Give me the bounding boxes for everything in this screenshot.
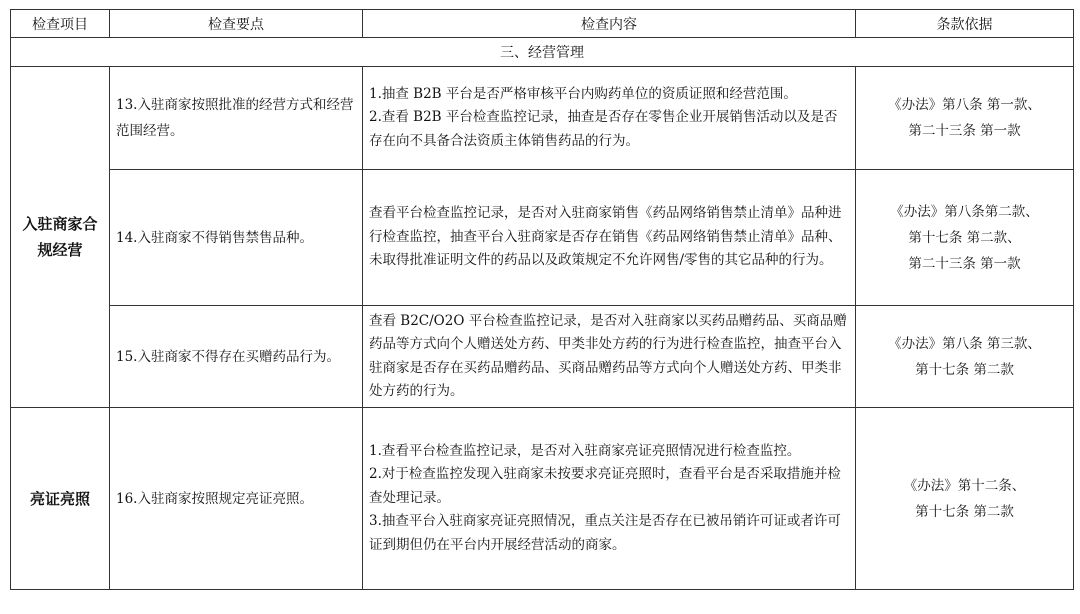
content-paragraph: 1.查看平台检查监控记录，是否对入驻商家亮证亮照情况进行检查监控。	[369, 442, 801, 459]
table-row	[11, 408, 1074, 590]
content-paragraph: 1.抽查 B2B 平台是否严格审核平台内购药单位的资质证照和经营范围。	[369, 85, 797, 102]
basis-line: 第十七条 第二款	[915, 503, 1014, 520]
basis-line: 第十七条 第二款、	[908, 229, 1021, 246]
header-inspection-content: 检查内容	[363, 10, 856, 38]
table-row	[11, 306, 1074, 408]
inspection-content-cell	[363, 408, 856, 590]
basis-line: 《办法》第十二条、	[903, 477, 1026, 494]
content-paragraph: 2.查看 B2B 平台检查监控记录，抽查是否存在零售企业开展销售活动以及是否存在向不具备合法资质主体销售药品的行为。	[369, 109, 838, 149]
inspection-content-cell	[363, 170, 856, 306]
content-paragraph: 2.对于检查监控发现入驻商家未按要求亮证亮照时，查看平台是否采取措施并检查处理记录。	[369, 466, 841, 506]
inspection-table	[10, 9, 1074, 590]
basis-line: 《办法》第八条 第三款、	[888, 335, 1041, 352]
content-paragraph: 查看 B2C/O2O 平台检查监控记录，是否对入驻商家以买药品赠药品、买商品赠药品等方式向个人赠送处方药、甲类非处方药的行为进行检查监控，抽查平台入驻商家是否存在买药品赠药品、买商品赠药品等方式向个人赠送处方药、甲类非处方药的行为。	[369, 312, 847, 399]
inspection-content-cell	[363, 67, 856, 170]
basis-line: 第二十三条 第一款	[908, 255, 1021, 272]
clause-basis-cell	[856, 306, 1074, 408]
basis-line: 第二十三条 第一款	[908, 123, 1021, 139]
inspection-content-cell	[363, 306, 856, 408]
inspection-point-cell: 13.入驻商家按照批准的经营方式和经营范围经营。	[110, 67, 363, 170]
basis-line: 《办法》第八条 第一款、	[888, 97, 1041, 113]
table-row	[11, 170, 1074, 306]
basis-line: 《办法》第八条第二款、	[890, 203, 1039, 220]
inspection-point-cell: 14.入驻商家不得销售禁售品种。	[110, 170, 363, 306]
inspection-point-cell: 16.入驻商家按照规定亮证亮照。	[110, 408, 363, 590]
basis-line: 第十七条 第二款	[915, 361, 1014, 378]
category-cell: 亮证亮照	[11, 408, 110, 590]
category-cell: 入驻商家合规经营	[11, 67, 110, 408]
table-row	[11, 67, 1074, 170]
inspection-point-cell: 15.入驻商家不得存在买赠药品行为。	[110, 306, 363, 408]
section-row	[11, 38, 1074, 67]
header-inspection-point: 检查要点	[110, 10, 363, 38]
section-title: 三、经营管理	[11, 38, 1074, 67]
clause-basis-cell	[856, 408, 1074, 590]
clause-basis-cell	[856, 67, 1074, 170]
content-paragraph: 3.抽查平台入驻商家亮证亮照情况，重点关注是否存在已被吊销许可证或者许可证到期但仍在平台内开展经营活动的商家。	[369, 513, 841, 553]
header-clause-basis: 条款依据	[856, 10, 1074, 38]
clause-basis-cell	[856, 170, 1074, 306]
content-paragraph: 查看平台检查监控记录，是否对入驻商家销售《药品网络销售禁止清单》品种进行检查监控，抽查平台入驻商家是否存在销售《药品网络销售禁止清单》品种、未取得批准证明文件的药品以及政策规定不允许网售/零售的其它品种的行为。	[369, 205, 842, 269]
header-inspection-item: 检查项目	[11, 10, 110, 38]
header-row	[11, 10, 1074, 38]
